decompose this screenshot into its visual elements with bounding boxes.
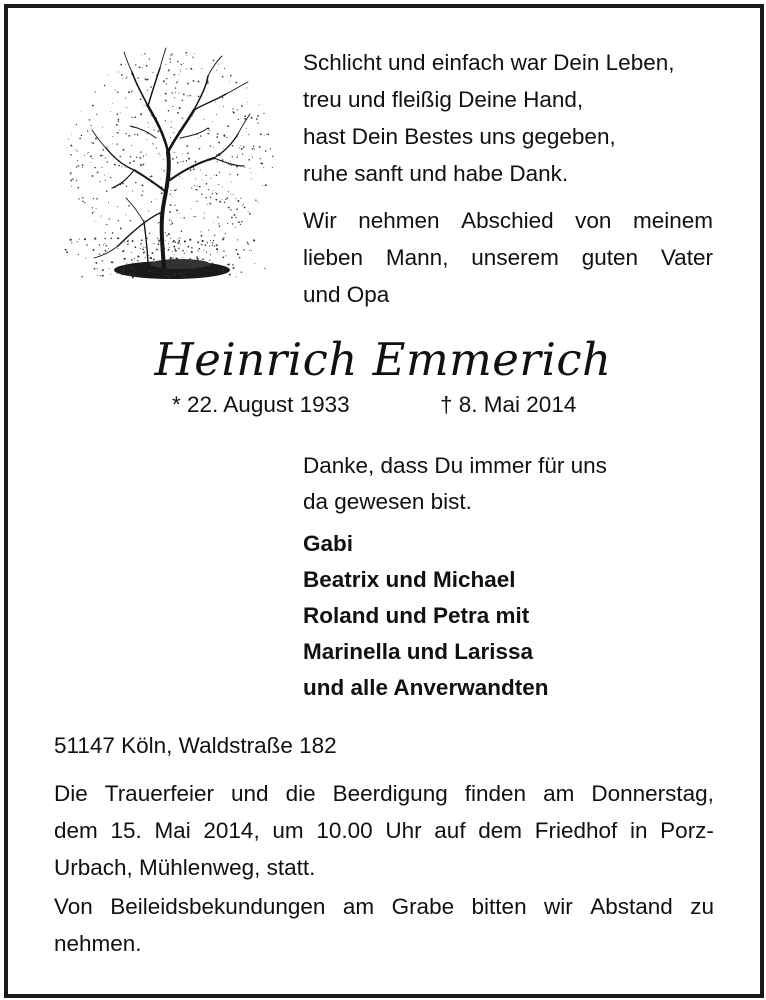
birth-date: * 22. August 1933 xyxy=(172,392,350,417)
mourner: und alle Anverwandten xyxy=(303,675,549,700)
mourner: Roland und Petra mit xyxy=(303,603,530,628)
word: von xyxy=(575,208,612,233)
mourner: Beatrix und Michael xyxy=(303,567,516,592)
word: Beerdigung xyxy=(332,781,448,806)
word: wir xyxy=(544,894,573,919)
word: 2014, xyxy=(203,818,260,843)
word: bitten xyxy=(471,894,527,919)
word: Grabe xyxy=(391,894,455,919)
mourner: Marinella und Larissa xyxy=(303,639,534,664)
funeral-line: Urbach, Mühlenweg, statt. xyxy=(54,855,316,880)
word: dem xyxy=(478,818,523,843)
thanks-message xyxy=(303,448,713,520)
farewell-intro xyxy=(303,202,713,313)
word: die xyxy=(285,781,316,806)
intro-line xyxy=(303,202,713,239)
word: Von xyxy=(54,894,93,919)
word: Die xyxy=(54,781,88,806)
thanks-line: da gewesen bist. xyxy=(303,489,472,514)
intro-line xyxy=(303,239,713,276)
word: guten xyxy=(581,245,638,270)
word: 15. xyxy=(110,818,142,843)
mourners-list xyxy=(303,526,723,706)
death-date: † 8. Mai 2014 xyxy=(440,392,577,417)
word: in xyxy=(629,818,648,843)
family-address: 51147 Köln, Waldstraße 182 xyxy=(54,733,337,758)
word: am xyxy=(543,781,575,806)
condolence-line: nehmen. xyxy=(54,931,142,956)
word: Vater xyxy=(660,245,713,270)
word: finden xyxy=(464,781,527,806)
funeral-line xyxy=(54,775,714,812)
word: Uhr xyxy=(385,818,422,843)
word: Abstand xyxy=(590,894,673,919)
tree-illustration-icon xyxy=(52,42,280,304)
word: Abschied xyxy=(461,208,554,233)
word: unserem xyxy=(471,245,559,270)
intro-line: und Opa xyxy=(303,282,390,307)
condolence-note xyxy=(54,888,714,962)
word: dem xyxy=(54,818,98,843)
word: meinem xyxy=(632,208,713,233)
word: Friedhof xyxy=(534,818,618,843)
condolence-line xyxy=(54,888,714,925)
word: lieben xyxy=(303,245,364,270)
mourner: Gabi xyxy=(303,531,354,556)
word: um xyxy=(272,818,304,843)
memorial-verse xyxy=(303,44,713,192)
word: Mann, xyxy=(385,245,449,270)
word: am xyxy=(342,894,375,919)
word: nehmen xyxy=(358,208,440,233)
funeral-info xyxy=(54,775,714,886)
deceased-name: Heinrich Emmerich xyxy=(154,333,612,386)
word: Donnerstag, xyxy=(591,781,714,806)
verse-line: Schlicht und einfach war Dein Leben, xyxy=(303,50,675,75)
funeral-line xyxy=(54,812,714,849)
word: Wir xyxy=(303,208,337,233)
word: Trauerfeier xyxy=(104,781,214,806)
verse-line: ruhe sanft und habe Dank. xyxy=(303,161,569,186)
verse-line: hast Dein Bestes uns gegeben, xyxy=(303,124,616,149)
thanks-line: Danke, dass Du immer für uns xyxy=(303,453,607,478)
word: Porz- xyxy=(660,818,714,843)
word: auf xyxy=(434,818,466,843)
word: 10.00 xyxy=(316,818,373,843)
verse-line: treu und fleißig Deine Hand, xyxy=(303,87,584,112)
word: und xyxy=(231,781,269,806)
word: zu xyxy=(690,894,714,919)
word: Beileidsbekundungen xyxy=(110,894,326,919)
word: Mai xyxy=(154,818,191,843)
